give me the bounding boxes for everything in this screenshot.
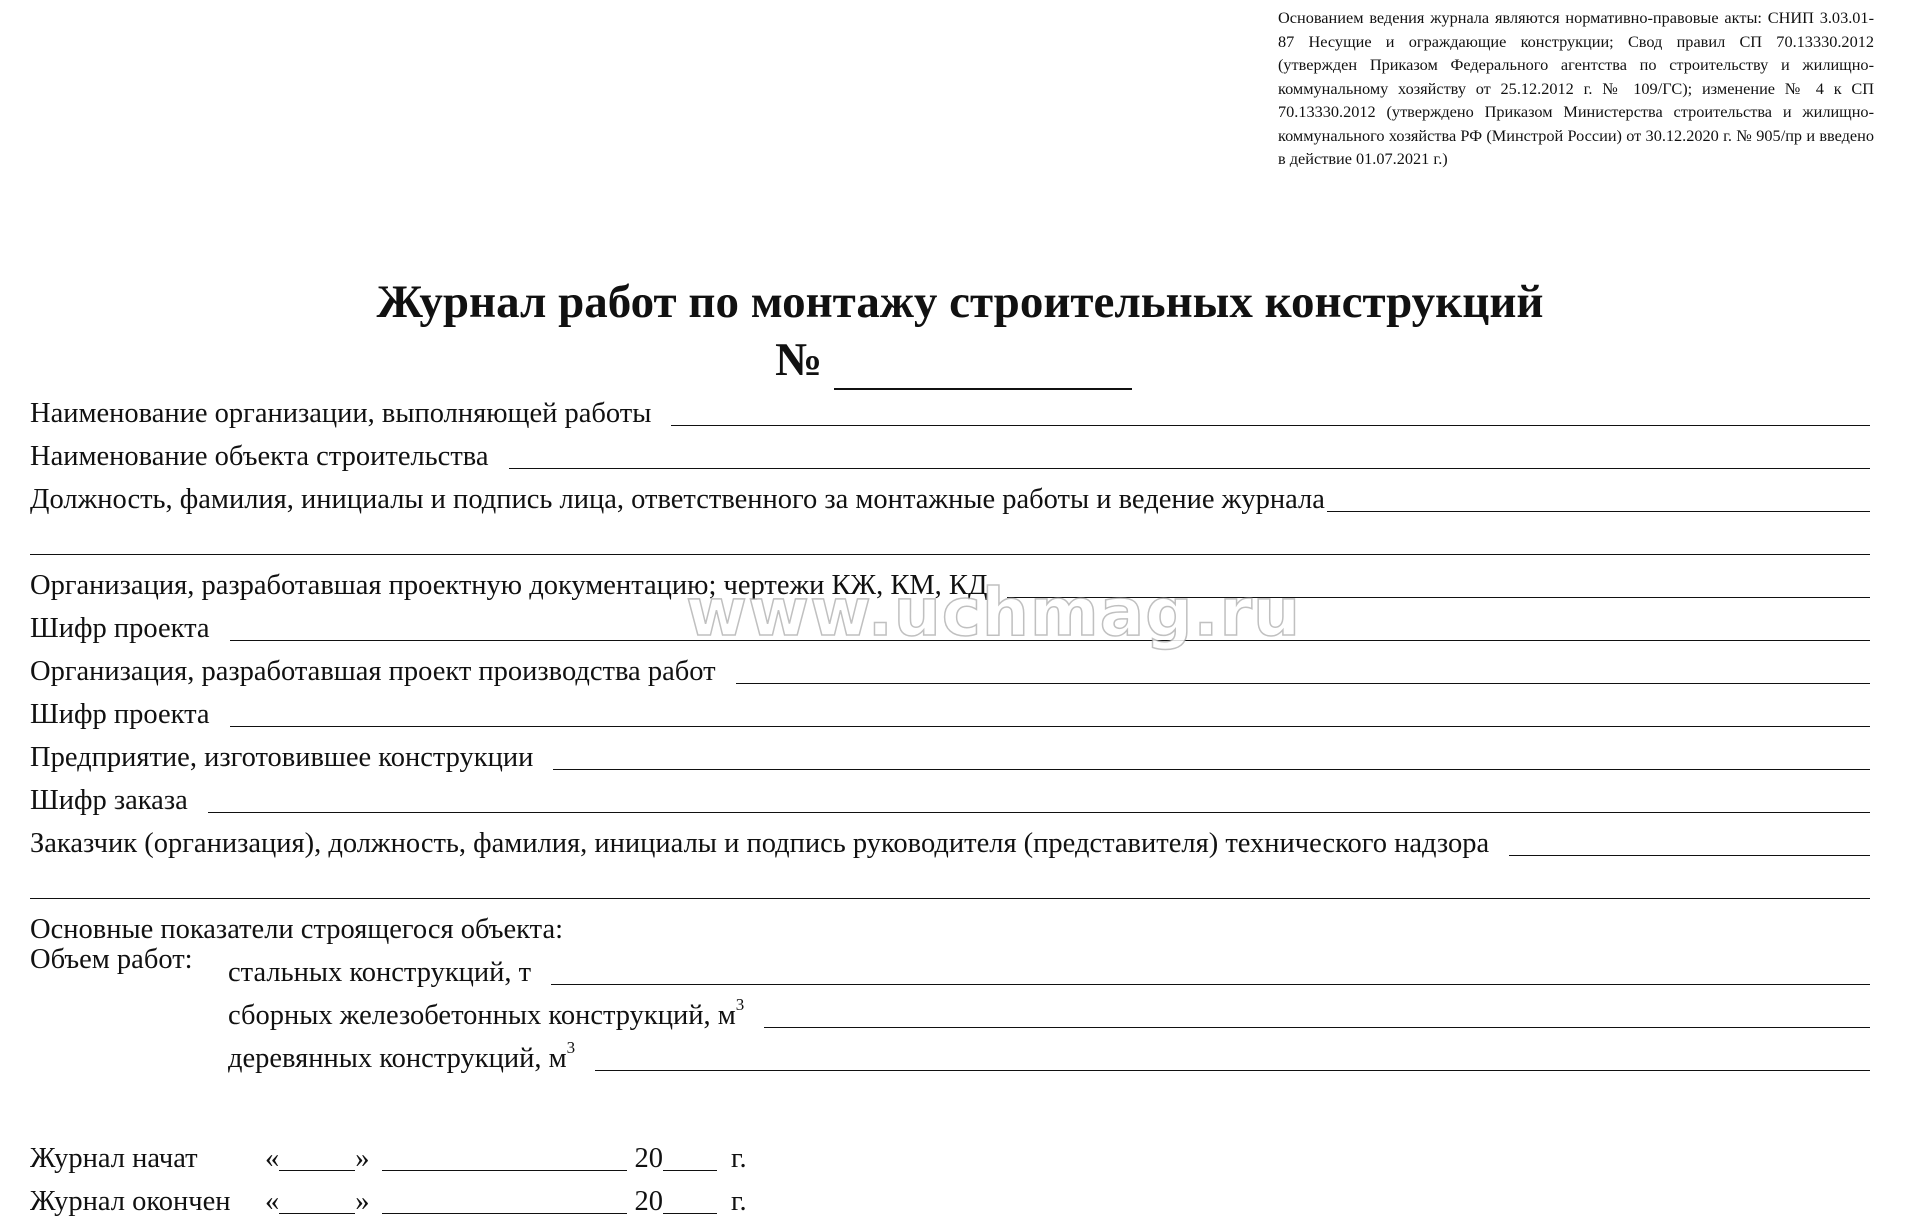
end-month-field[interactable] [382, 1183, 627, 1214]
start-month-field[interactable] [382, 1140, 627, 1171]
field-label: Организация, разработавшая проект производства работ [30, 656, 716, 687]
field-order-code [30, 775, 1870, 818]
start-year-field[interactable] [663, 1140, 717, 1171]
field-work-project-org [30, 646, 1870, 689]
field-customer-continued [30, 861, 1870, 904]
field-steel-volume [228, 947, 1870, 990]
legal-basis-note: Основанием ведения журнала являются нормативно-правовые акты: СНИП 3.03.01-87 Несущие и ограждающие конструкции; Свод правил СП 70.13330.2012 (утвержден Приказом Федерального агентства по строительству и жилищно-коммунальному хозяйству от 25.12.2012 г. № 109/ГС); изменение № 4 к СП 70.13330.2012 (утверждено Приказом Министерства строительства и жилищно-коммунального хозяйства РФ (Минстрой России) от 30.12.2020 г. № 905/пр и введено в действие 01.07.2021 г.) [1278, 8, 1874, 168]
field-responsible-person-continued [30, 517, 1870, 560]
field-label: Предприятие, изготовившее конструкции [30, 742, 534, 773]
fill-line[interactable] [553, 739, 1870, 770]
journal-number-field[interactable] [834, 336, 1132, 390]
field-label: деревянных конструкций, $м^3$ [228, 1037, 576, 1074]
fill-line[interactable] [764, 997, 1870, 1028]
field-label: Шифр заказа [30, 785, 188, 816]
site-watermark: www.uchmag.ru [686, 574, 1302, 651]
field-label: сборных железобетонных конструкций, $м^3$ [228, 994, 745, 1031]
fill-line[interactable] [230, 696, 1870, 727]
field-label: стальных конструкций, т [228, 957, 532, 988]
fill-line[interactable] [1509, 825, 1870, 856]
page-title: Журнал работ по монтажу строительных конструкций [376, 276, 1544, 328]
fill-line[interactable] [30, 524, 1870, 555]
volume-label: Объем работ: [30, 944, 193, 975]
field-label: Шифр проекта [30, 613, 210, 644]
field-object-name [30, 431, 1870, 474]
field-label: Должность, фамилия, инициалы и подпись лица, ответственного за монтажные работы и ведение журнала [30, 484, 1325, 515]
field-label: Наименование объекта строительства [30, 441, 489, 472]
fill-line[interactable] [736, 653, 1870, 684]
start-day-field[interactable] [279, 1140, 355, 1171]
field-label: Наименование организации, выполняющей работы [30, 398, 652, 429]
field-wood-volume [228, 1033, 1870, 1076]
journal-finished-row: Журнал окончен « » 20 г. [30, 1176, 747, 1219]
field-label: Организация, разработавшая проектную документацию; чертежи КЖ, КМ, КД [30, 570, 988, 601]
field-org-performing [30, 388, 1870, 431]
fill-line[interactable] [509, 438, 1870, 469]
end-year-field[interactable] [663, 1183, 717, 1214]
end-day-field[interactable] [279, 1183, 355, 1214]
journal-started-label: Журнал начат [30, 1143, 198, 1174]
number-sign: № [775, 334, 823, 386]
fill-line[interactable] [1327, 481, 1870, 512]
journal-finished-label: Журнал окончен [30, 1186, 231, 1217]
journal-started-row: Журнал начат « » 20 г. [30, 1133, 747, 1176]
fill-line[interactable] [208, 782, 1870, 813]
field-customer [30, 818, 1870, 861]
fill-line[interactable] [30, 868, 1870, 899]
field-responsible-person [30, 474, 1870, 517]
field-label: Шифр проекта [30, 699, 210, 730]
fill-line[interactable] [671, 395, 1870, 426]
indicators-heading-row [30, 904, 1870, 947]
field-manufacturer [30, 732, 1870, 775]
fill-line[interactable] [595, 1040, 1870, 1071]
journal-number-row [775, 330, 1132, 390]
indicators-heading: Основные показатели строящегося объекта: [30, 914, 564, 945]
field-concrete-volume [228, 990, 1870, 1033]
field-project-code-2 [30, 689, 1870, 732]
fill-line[interactable] [551, 954, 1870, 985]
field-label: Заказчик (организация), должность, фамилия, инициалы и подпись руководителя (представителя) технического надзора [30, 828, 1490, 859]
